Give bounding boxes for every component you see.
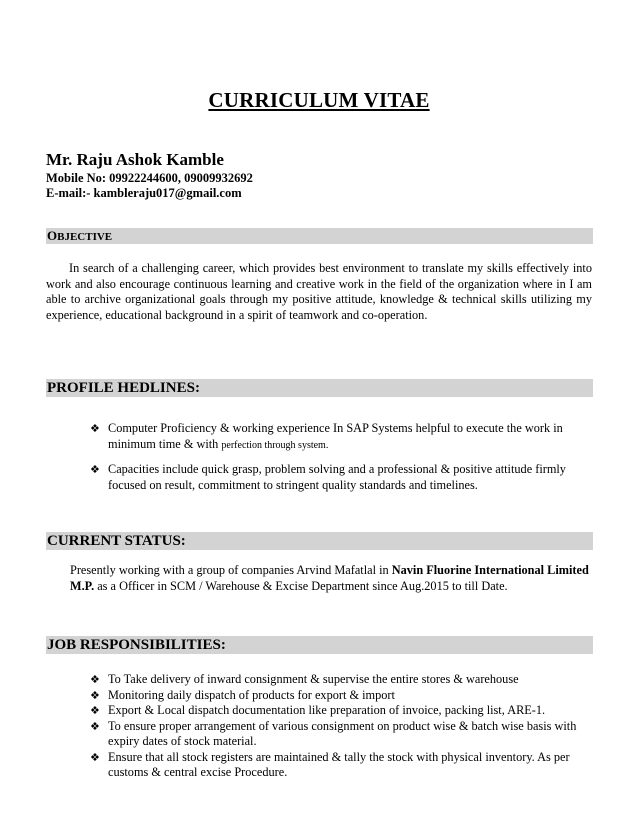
- profile-list: [86, 421, 586, 502]
- status-text-after: as a Officer in SCM / Warehouse & Excise Department since Aug.2015 to till Date.: [94, 578, 508, 593]
- diamond-bullet-icon: ❖: [90, 704, 100, 717]
- objective-text: In search of a challenging career, which provides best environment to translate my skills effectively into work and also encourage continuous learning and creative work in the field of the organization where in I am able to archive organizational goals through my positive attitude, knowledge & technical skills utilizing my experience, educational background in a spirit of teamwork and co-operation.: [46, 261, 592, 322]
- diamond-bullet-icon: ❖: [90, 673, 100, 686]
- profile-heading: PROFILE HEDLINES:: [46, 379, 593, 397]
- status-text-before: Presently working with a group of companies Arvind Mafatlal in: [70, 563, 392, 577]
- job-item-text: To Take delivery of inward consignment & supervise the entire stores & warehouse: [108, 672, 519, 686]
- list-item: [86, 703, 586, 719]
- objective-heading-initial: O: [47, 228, 58, 243]
- profile-item-text: Capacities include quick grasp, problem solving and a professional & positive attitude firmly focused on result, commitment to stringent quality standards and timelines.: [108, 462, 566, 492]
- profile-item-text: Computer Proficiency & working experience In SAP Systems helpful to execute the work in minimum time & with: [108, 421, 563, 451]
- document-title: CURRICULUM VITAE: [208, 88, 430, 112]
- profile-item-small-text: perfection through system.: [221, 439, 329, 451]
- list-item: [86, 719, 586, 750]
- company-name: Navin Fluorine International Limited M.P.: [70, 563, 589, 593]
- candidate-name: Mr. Raju Ashok Kamble: [46, 150, 224, 169]
- current-status-text: [70, 563, 590, 594]
- job-item-text: Monitoring daily dispatch of products for export & import: [108, 687, 395, 702]
- job-item-text: Ensure that all stock registers are maintained & tally the stock with physical inventory. As per customs & central excise Procedure.: [108, 749, 570, 779]
- list-item: [86, 421, 586, 453]
- objective-heading: [46, 228, 593, 244]
- objective-heading-rest: BJECTIVE: [57, 231, 113, 243]
- list-item: [86, 750, 586, 781]
- diamond-bullet-icon: ❖: [90, 463, 100, 476]
- diamond-bullet-icon: ❖: [90, 688, 100, 702]
- current-status-heading: CURRENT STATUS:: [46, 532, 593, 550]
- job-item-text: Export & Local dispatch documentation like preparation of invoice, packing list, ARE-1.: [108, 703, 546, 717]
- mobile-number: Mobile No: 09922244600, 09009932692: [46, 171, 253, 185]
- email-address: E-mail:- kambleraju017@gmail.com: [46, 186, 242, 200]
- diamond-bullet-icon: ❖: [90, 719, 100, 733]
- job-responsibilities-list: [86, 672, 586, 781]
- diamond-bullet-icon: ❖: [90, 422, 100, 435]
- job-responsibilities-heading: JOB RESPONSIBILITIES:: [46, 636, 593, 654]
- list-item: [86, 688, 586, 704]
- job-item-text: To ensure proper arrangement of various consignment on product wise & batch wise basis with expiry dates of stock material.: [108, 718, 577, 748]
- list-item: [86, 462, 586, 493]
- list-item: [86, 672, 586, 688]
- diamond-bullet-icon: ❖: [90, 750, 100, 764]
